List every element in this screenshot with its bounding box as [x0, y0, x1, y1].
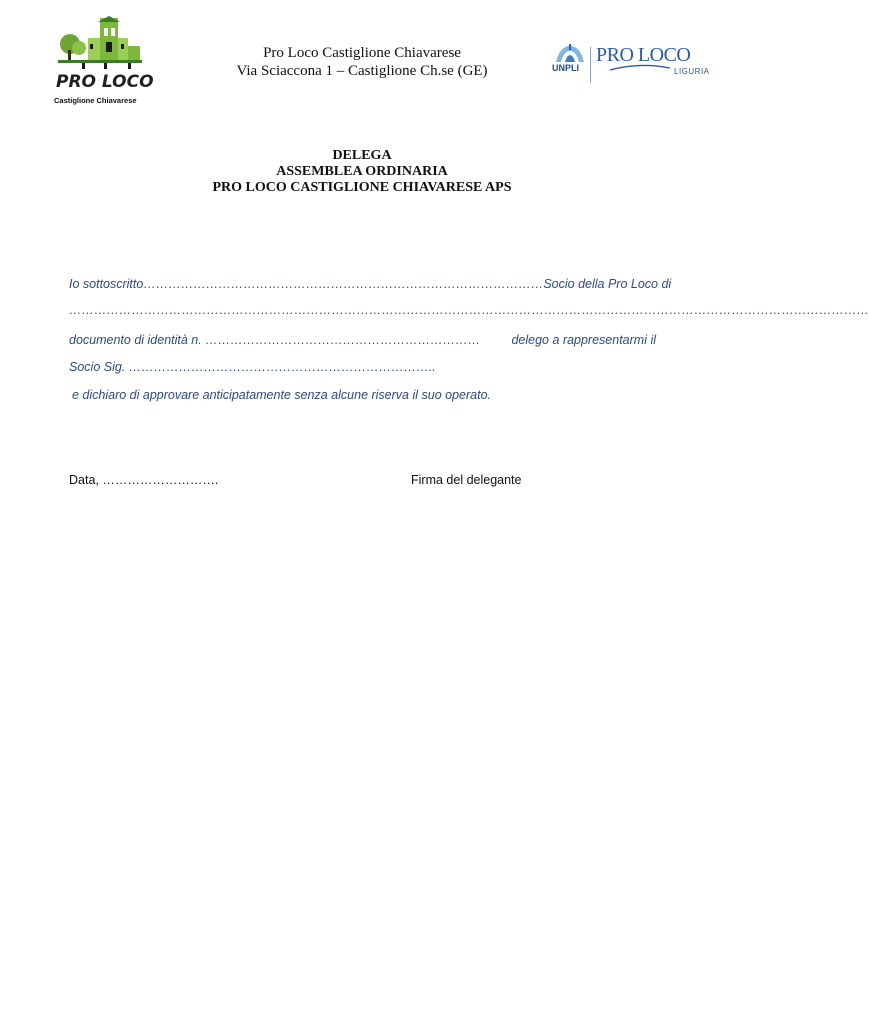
logo-name: PRO LOCO — [56, 72, 154, 92]
organization-name: Pro Loco Castiglione Chiavarese — [263, 45, 461, 61]
unpli-pro-loco-liguria-logo — [552, 42, 712, 88]
id-document-line — [69, 333, 656, 347]
signature-label: Firma del delegante — [411, 473, 522, 487]
unpli-emblem-icon — [552, 42, 588, 64]
unpli-label: UNPLI — [552, 63, 579, 73]
logo-subtitle: Castiglione Chiavarese — [54, 96, 137, 105]
approval-statement: e dichiaro di approvare anticipatamente senza alcune riserva il suo operato. — [72, 388, 491, 402]
region-label: LIGURIA — [674, 67, 710, 76]
declarant-line — [69, 277, 672, 291]
declarant-label: Io sottoscritto — [69, 277, 144, 291]
logo-divider — [590, 47, 591, 83]
swoosh-icon — [610, 64, 670, 72]
delegate-name-field[interactable]: Socio Sig. ……………………………………………………………….. — [69, 360, 436, 374]
member-of-label: Socio della Pro Loco di — [543, 277, 672, 291]
title-line-3: PRO LOCO CASTIGLIONE CHIAVARESE APS — [212, 180, 512, 195]
title-line-1: DELEGA — [332, 148, 392, 163]
pro-loco-name-field[interactable]: ………………………………………………………………………………………………………………………………………………………………………… — [69, 303, 869, 317]
document-title — [0, 148, 724, 196]
title-line-2: ASSEMBLEA ORDINARIA — [276, 164, 448, 179]
pro-loco-wordmark: PRO LOCO — [596, 44, 691, 66]
declarant-name-field[interactable]: …………………………………………………………………………………… — [143, 277, 544, 291]
id-document-field[interactable]: documento di identità n. ………………………………………………………… — [69, 333, 481, 347]
organization-address: Via Sciaccona 1 – Castiglione Ch.se (GE) — [236, 63, 488, 79]
delegate-label: delego a rappresentarmi il — [511, 333, 656, 347]
date-field[interactable]: Data, ………………………. — [69, 473, 219, 487]
